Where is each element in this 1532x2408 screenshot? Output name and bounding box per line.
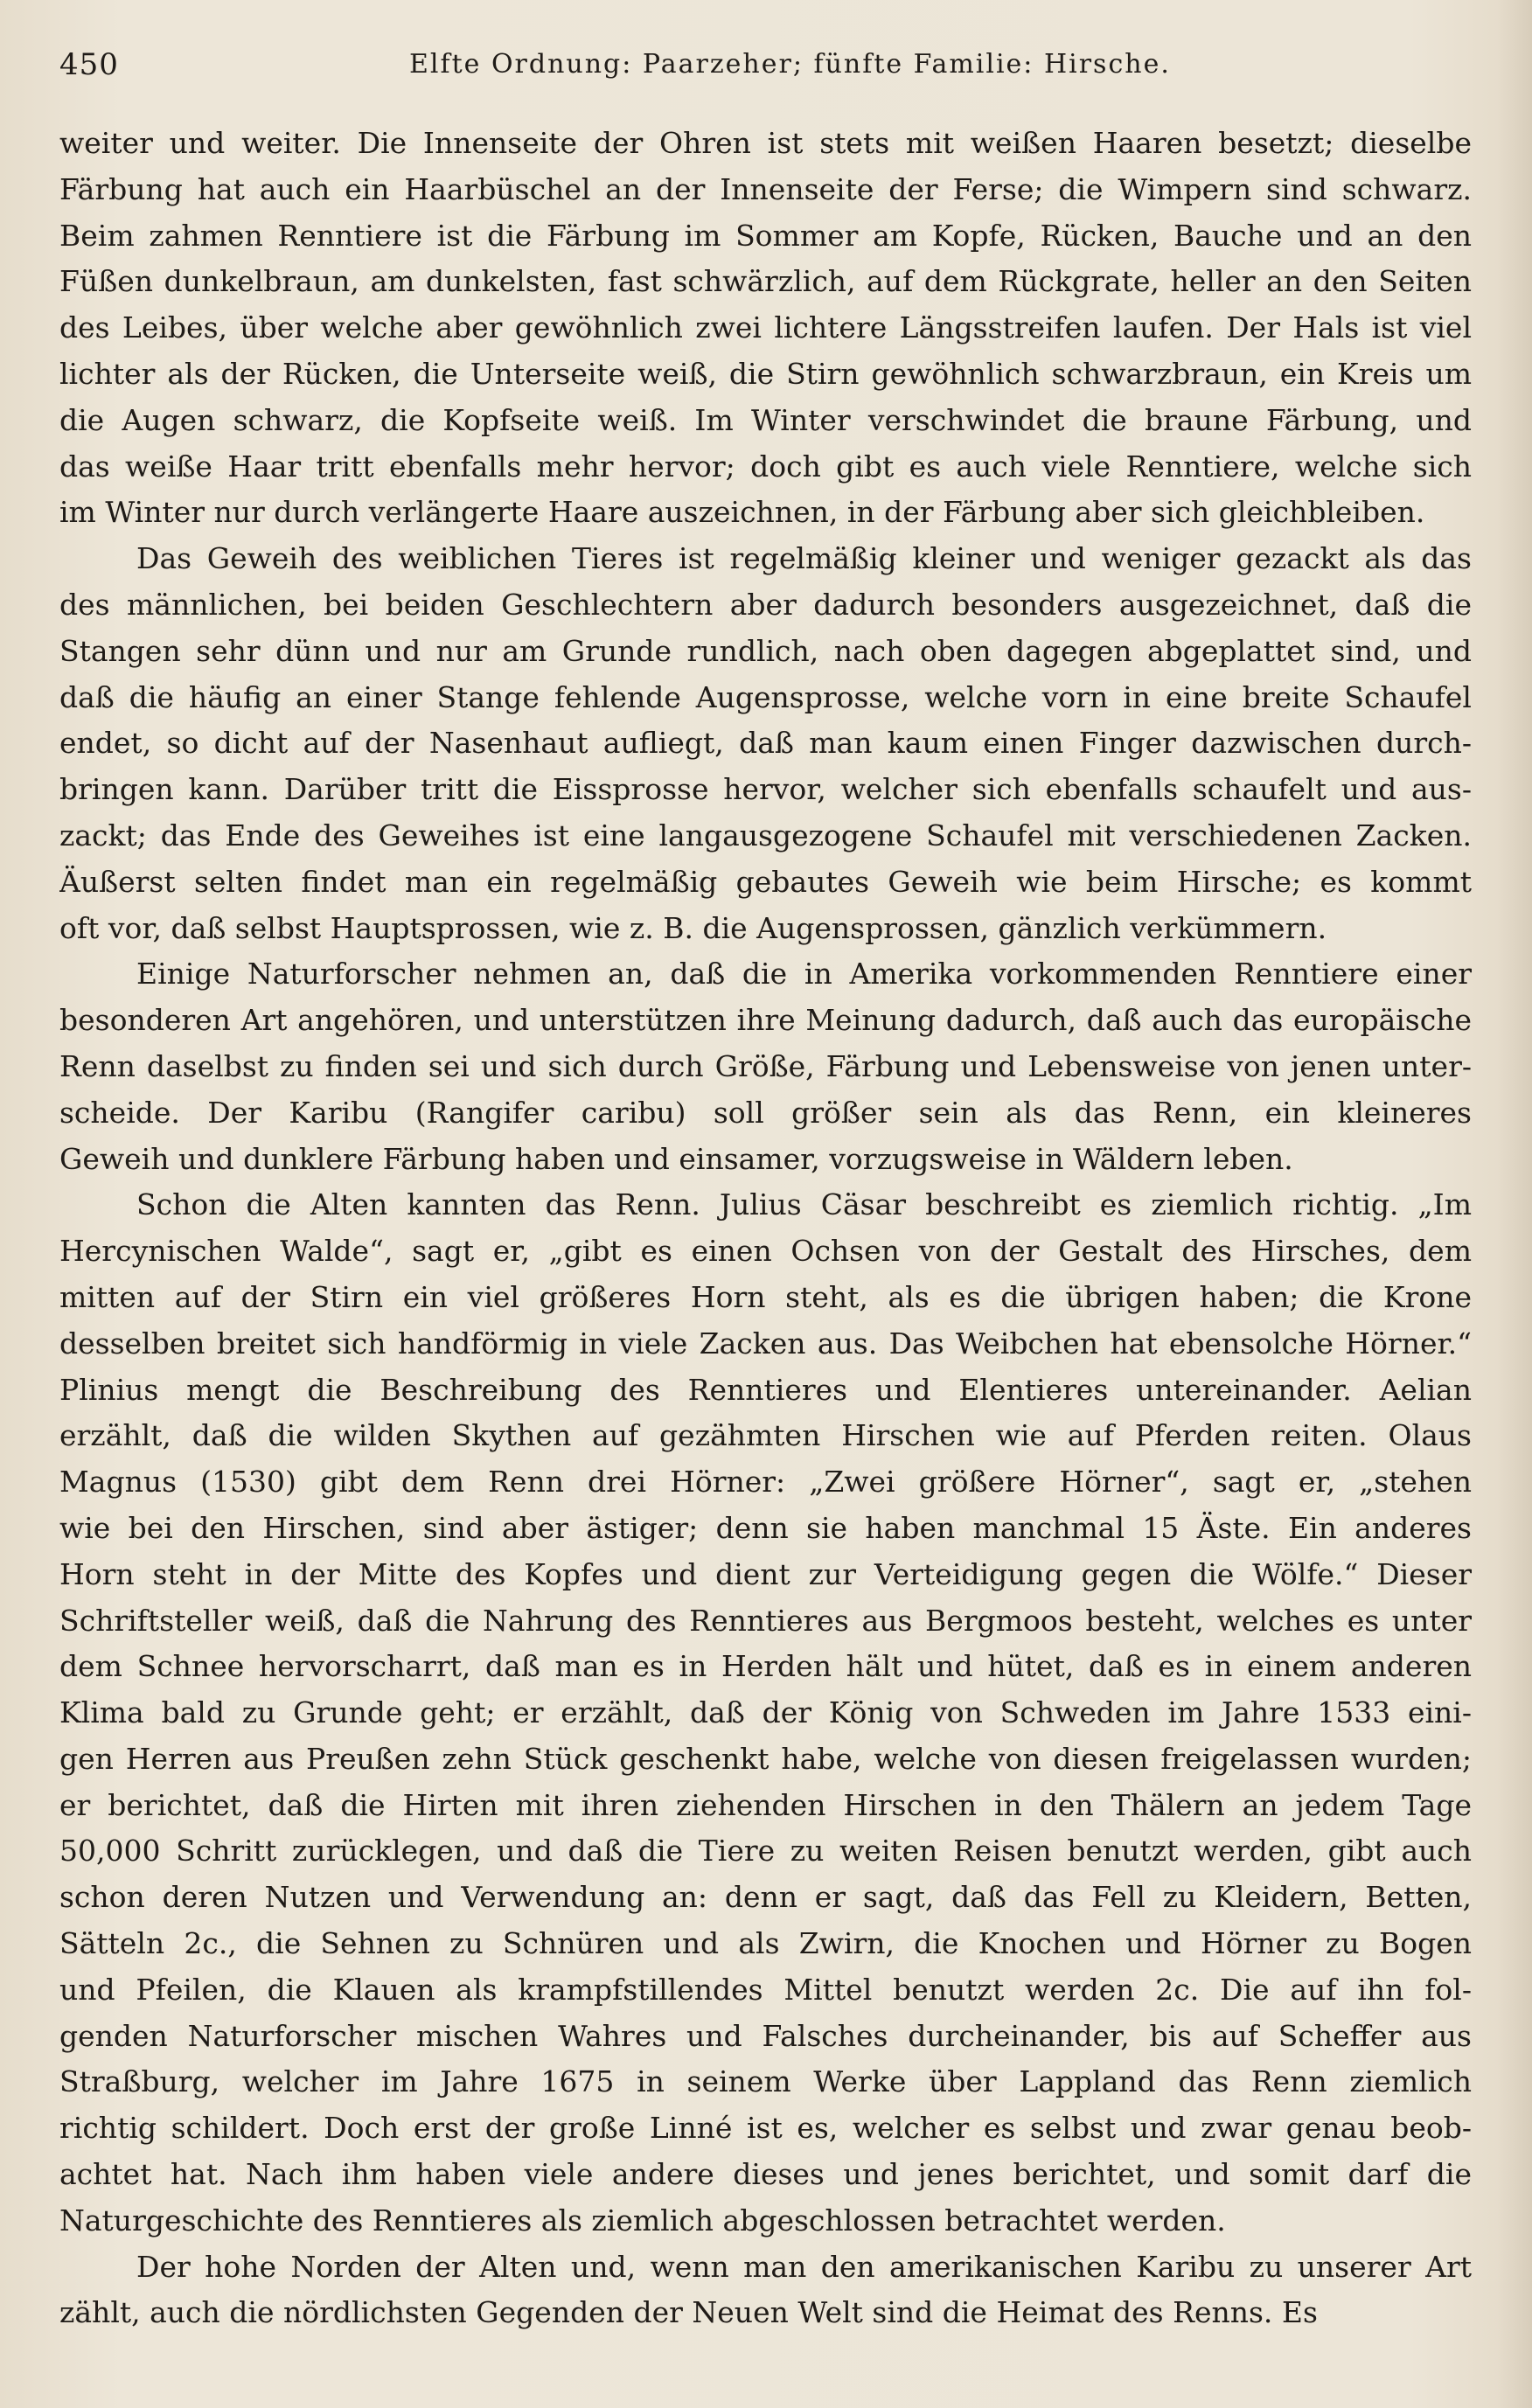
text-line: die Augen schwarz, die Kopfseite weiß. Im Winter verschwindet die braune Färbung, und [59,402,1472,437]
text-line: und Pfeilen, die Klauen als krampfstillendes Mittel benutzt werden 2c. Die auf ihn fol- [59,1972,1472,2007]
text-line: Naturgeschichte des Renntieres als ziemlich abgeschlossen betrachtet werden. [59,2203,1226,2237]
text-line: Renn daselbst zu finden sei und sich durch Größe, Färbung und Lebensweise von jenen unter- [59,1048,1472,1083]
text-line: Geweih und dunklere Färbung haben und einsamer, vorzugsweise in Wäldern leben. [59,1141,1293,1176]
text-line: erzählt, daß die wilden Skythen auf gezähmten Hirschen wie auf Pferden reiten. Olaus [59,1418,1472,1453]
text-line: daß die häufig an einer Stange fehlende Augensprosse, welche vorn in eine breite Schaufel [59,679,1472,714]
text-line: Füßen dunkelbraun, am dunkelsten, fast schwärzlich, auf dem Rückgrate, heller an den Seiten [59,264,1472,299]
text-line: Färbung hat auch ein Haarbüschel an der Innenseite der Ferse; die Wimpern sind schwarz. [59,171,1472,206]
text-line: Schriftsteller weiß, daß die Nahrung des Renntieres aus Bergmoos besteht, welches es unter [59,1603,1472,1638]
text-line: Stangen sehr dünn und nur am Grunde rundlich, nach oben dagegen abgeplattet sind, und [59,633,1472,668]
text-line: scheide. Der Karibu (Rangifer caribu) soll größer sein als das Renn, ein kleineres [59,1095,1472,1130]
text-line: im Winter nur durch verlängerte Haare auszeichnen, in der Färbung aber sich gleichbleiben. [59,495,1425,530]
text-line: Hercynischen Walde“, sagt er, „gibt es einen Ochsen von der Gestalt des Hirsches, dem [59,1234,1472,1269]
text-line: weiter und weiter. Die Innenseite der Ohren ist stets mit weißen Haaren besetzt; dieselbe [59,126,1472,160]
text-line: Beim zahmen Renntiere ist die Färbung im Sommer am Kopfe, Rücken, Bauche und an den [59,218,1472,253]
text-line: desselben breitet sich handförmig in viele Zacken aus. Das Weibchen hat ebensolche Hörner.“ [59,1326,1472,1361]
text-line: er berichtet, daß die Hirten mit ihren ziehenden Hirschen in den Thälern an jedem Tage [59,1787,1472,1822]
body-text [59,121,1472,2336]
text-line: zählt, auch die nördlichsten Gegenden der Neuen Welt sind die Heimat des Renns. Es [59,2295,1318,2330]
text-line: dem Schnee hervorscharrt, daß man es in Herden hält und hütet, daß es in einem anderen [59,1649,1472,1684]
text-line: des Leibes, über welche aber gewöhnlich zwei lichtere Längsstreifen laufen. Der Hals ist viel [59,310,1472,345]
page-edge-shadow [1497,0,1532,2408]
text-line: des männlichen, bei beiden Geschlechtern aber dadurch besonders ausgezeichnet, daß die [59,587,1472,622]
page-number: 450 [59,47,119,82]
text-line: achtet hat. Nach ihm haben viele andere dieses und jenes berichtet, und somit darf die [59,2157,1472,2192]
text-line: schon deren Nutzen und Verwendung an: denn er sagt, daß das Fell zu Kleidern, Betten, [59,1880,1472,1915]
text-line: gen Herren aus Preußen zehn Stück geschenkt habe, welche von diesen freigelassen wurden; [59,1741,1472,1776]
text-line: Straßburg, welcher im Jahre 1675 in seinem Werke über Lappland das Renn ziemlich [59,2064,1472,2099]
text-line: das weiße Haar tritt ebenfalls mehr hervor; doch gibt es auch viele Renntiere, welche sich [59,449,1472,484]
text-line: Plinius mengt die Beschreibung des Renntieres und Elentieres untereinander. Aelian [59,1372,1472,1407]
text-line: zackt; das Ende des Geweihes ist eine langausgezogene Schaufel mit verschiedenen Zacken. [59,818,1472,853]
text-line: besonderen Art angehören, und unterstützen ihre Meinung dadurch, daß auch das europäische [59,1003,1472,1038]
page-header [59,45,1450,84]
text-line: 50,000 Schritt zurücklegen, und daß die Tiere zu weiten Reisen benutzt werden, gibt auch [59,1834,1472,1869]
text-line: Sätteln 2c., die Sehnen zu Schnüren und als Zwirn, die Knochen und Hörner zu Bogen [59,1926,1472,1961]
text-line: Der hohe Norden der Alten und, wenn man den amerikanischen Karibu zu unserer Art [136,2249,1472,2284]
running-head: Elfte Ordnung: Paarzeher; fünfte Familie: Hirsche. [409,49,1171,80]
text-line: endet, so dicht auf der Nasenhaut aufliegt, daß man kaum einen Finger dazwischen durch- [59,726,1472,761]
text-line: lichter als der Rücken, die Unterseite weiß, die Stirn gewöhnlich schwarzbraun, ein Kreis um [59,356,1472,391]
text-line: Äußerst selten findet man ein regelmäßig gebautes Geweih wie beim Hirsche; es kommt [59,864,1472,899]
text-line: wie bei den Hirschen, sind aber ästiger; denn sie haben manchmal 15 Äste. Ein anderes [59,1510,1472,1545]
paragraph [59,2244,1472,2337]
text-line: mitten auf der Stirn ein viel größeres Horn steht, als es die übrigen haben; die Krone [59,1279,1472,1314]
text-line: Horn steht in der Mitte des Kopfes und dient zur Verteidigung gegen die Wölfe.“ Dieser [59,1556,1472,1591]
text-line: richtig schildert. Doch erst der große Linné ist es, welcher es selbst und zwar genau beob- [59,2111,1472,2146]
text-line: Einige Naturforscher nehmen an, daß die in Amerika vorkommenden Renntiere einer [136,957,1472,992]
paragraph [59,1182,1472,2244]
text-line: Magnus (1530) gibt dem Renn drei Hörner: „Zwei größere Hörner“, sagt er, „stehen [59,1465,1472,1500]
text-line: bringen kann. Darüber tritt die Eissprosse hervor, welcher sich ebenfalls schaufelt und aus- [59,772,1472,807]
paragraph [59,121,1472,536]
paragraph [59,951,1472,1182]
text-line: Das Geweih des weiblichen Tieres ist regelmäßig kleiner und weniger gezackt als das [136,541,1472,576]
text-line: genden Naturforscher mischen Wahres und Falsches durcheinander, bis auf Scheffer aus [59,2018,1472,2053]
text-line: oft vor, daß selbst Hauptsprossen, wie z. B. die Augensprossen, gänzlich verkümmern. [59,910,1327,945]
text-line: Klima bald zu Grunde geht; er erzählt, daß der König von Schweden im Jahre 1533 eini- [59,1695,1472,1730]
text-line: Schon die Alten kannten das Renn. Julius Cäsar beschreibt es ziemlich richtig. „Im [136,1187,1472,1222]
paragraph [59,536,1472,951]
